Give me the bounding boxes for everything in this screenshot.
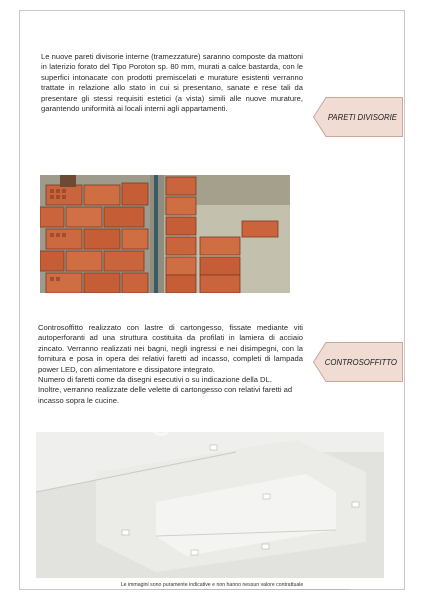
pareti-paragraph: Le nuove pareti divisorie interne (tramezzature) saranno composte da mattoni in laterizio forato del Tipo Poroton sp. 80 mm, murati a calce bastarda, con le superfici intonacate con prodotti premiscelati e murature esistenti verranno trattate in relazione allo stato in cui si presentano, sanate e rese tali da presentare gli stessi requisiti estetici (a vista) simili alle nuove murature, garantendo uniformità ai locali interni agli appartamenti. [41,52,303,114]
controsoffitto-line-1: Controsoffitto realizzato con lastre di cartongesso, fissate mediante viti autoperforanti ad una struttura costituita da profilati in lamiera di acciaio zincato. Verranno realizzati nei bagni, negli ingressi e nei disimpegni, con la fornitura e posa in opera dei relativi faretti ad incasso, completi di lampada power LED, con alimentatore e dissipatore integrato. [38,323,303,374]
controsoffitto-label: CONTROSOFFITTO [324,357,397,367]
brick-wall-photo [40,175,290,293]
watermark-text: casa.it [176,413,239,436]
brick-wall-illustration [40,175,290,293]
controsoffitto-line-3: Inoltre, verranno realizzate delle velette di cartongesso con relativi faretti ad incasso sopra le cucine. [38,385,293,405]
footer-disclaimer: Le immagini sono puramente indicative e non hanno nessun valore contrattuale [120,582,304,588]
controsoffitto-tag [313,342,403,382]
ceiling-photo [36,432,384,578]
pareti-divisorie-label: PARETI DIVISORIE [327,112,397,122]
controsoffitto-line-2: Numero di faretti come da disegni esecutivi o su indicazione della DL. [38,375,272,385]
left-brick-wall [40,175,150,293]
footer-divider [140,589,350,590]
controsoffitto-paragraph [38,323,303,406]
right-plaster-wall [164,175,290,293]
ceiling-illustration [36,432,384,578]
pareti-divisorie-tag [313,97,403,137]
